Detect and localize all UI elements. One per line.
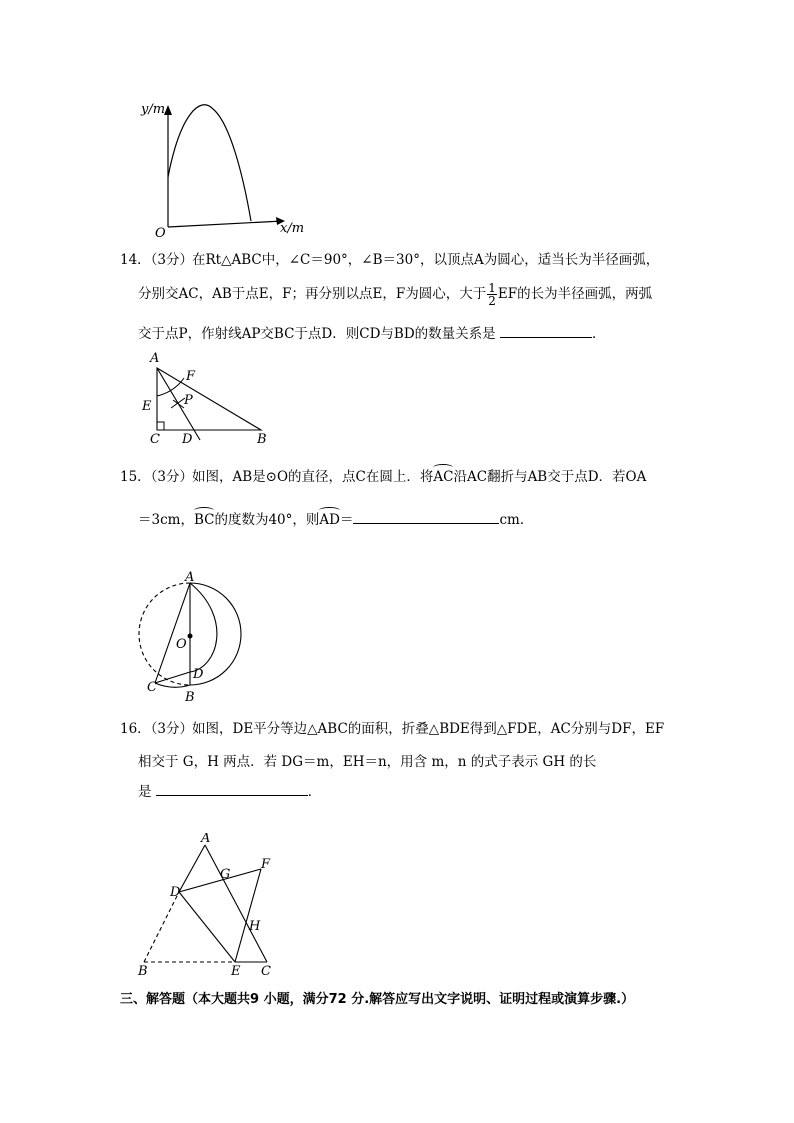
- q14-line3: [138, 322, 605, 342]
- q14-line2: [138, 282, 652, 307]
- fig16-label-d: D: [170, 885, 181, 900]
- y-axis-label: y/m: [141, 102, 166, 117]
- fig14-label-p: P: [184, 393, 193, 408]
- q15-line2-c: ＝: [339, 512, 354, 528]
- q14-line2-post: EF的长为半径画弧，两弧: [497, 286, 653, 302]
- segment-de: [179, 892, 235, 962]
- y-axis-arrow: [164, 105, 172, 115]
- q15-line2-b: 的度数为40°，则: [214, 512, 320, 528]
- q14-number: 14．（3分）: [120, 252, 194, 268]
- triangle-abc: [157, 368, 261, 430]
- arcs-at-p: [171, 398, 185, 408]
- q14-fraction: [487, 282, 497, 307]
- fig16-label-a: A: [201, 833, 211, 846]
- side-ac: [205, 845, 267, 962]
- origin-label: O: [155, 226, 166, 240]
- fig15-label-b: B: [185, 690, 195, 703]
- q14-figure: [138, 348, 278, 448]
- parabola-graph: [135, 95, 315, 240]
- q16-line2: 相交于 G，H 两点．若 DG＝m，EH＝n，用含 m，n 的式子表示 GH 的长: [138, 754, 597, 770]
- fig14-label-d: D: [182, 432, 193, 447]
- fig14-label-a: A: [150, 351, 160, 366]
- q14-frac-den: 2: [488, 294, 496, 308]
- q15-figure: [133, 568, 248, 703]
- right-angle-mark: [157, 422, 164, 430]
- q14-line3-end: ．: [591, 326, 606, 342]
- fig16-label-e: E: [231, 964, 241, 978]
- fig16-label-c: C: [261, 964, 271, 978]
- q15-line1-a: 如图，AB是⊙O的直径，点C在圆上．将: [192, 469, 434, 485]
- fig15-label-c: C: [147, 680, 157, 695]
- fig14-label-f: F: [186, 369, 196, 384]
- q16-line1: 如图，DE平分等边△ABC的面积，折叠△BDE得到△FDE，AC分别与DF，EF: [192, 721, 665, 737]
- fig15-label-o: O: [176, 637, 187, 652]
- fig16-label-g: G: [220, 867, 231, 882]
- parabola-curve: [168, 105, 251, 221]
- q16-line3-text: 是: [138, 784, 152, 800]
- q15-answer-blank[interactable]: [353, 509, 499, 524]
- dashed-circle-half: [139, 583, 190, 685]
- segment-fe: [235, 869, 261, 962]
- chord-ac: [155, 583, 190, 683]
- q15-line2: [138, 508, 533, 528]
- folded-arc: [190, 583, 217, 672]
- q16-figure: [133, 833, 283, 978]
- x-axis-label: x/m: [280, 221, 305, 236]
- center-point: [188, 634, 193, 639]
- fig15-label-d: D: [193, 667, 204, 682]
- q16-line3-end: ．: [307, 784, 322, 800]
- section3-heading: 三、解答题（本大题共9 小题，满分72 分.解答应写出文字说明、证明过程或演算步骤.）: [120, 992, 635, 1007]
- q14-line3-text: 交于点P，作射线AP交BC于点D．则CD与BD的数量关系是: [138, 326, 496, 342]
- q14-line1: 在Rt△ABC中，∠C＝90°，∠B＝30°，以顶点A为圆心，适当长为半径画弧，: [192, 252, 660, 268]
- q14-answer-blank[interactable]: [500, 323, 592, 338]
- q15-line2-end: cm．: [499, 512, 534, 528]
- q16-number: 16．（3分）: [120, 721, 194, 737]
- fig14-label-c: C: [150, 432, 160, 447]
- q15-arc-ac: AC: [433, 469, 454, 485]
- fig15-label-a: A: [185, 570, 195, 585]
- fig16-label-b: B: [138, 964, 148, 978]
- q16-answer-blank[interactable]: [156, 781, 308, 796]
- q15-number: 15．（3分）: [120, 469, 194, 485]
- fig16-label-h: H: [249, 919, 261, 934]
- q15-arc-bc: BC: [193, 512, 215, 528]
- fig14-label-e: E: [142, 399, 152, 414]
- segment-da: [179, 845, 205, 892]
- q15-line1: [192, 465, 646, 485]
- dashed-bd: [144, 892, 179, 962]
- fig16-label-f: F: [261, 857, 271, 872]
- q15-arc-ad: AD: [319, 512, 340, 528]
- x-axis: [168, 221, 283, 227]
- q14-line2-pre: 分别交AC，AB于点E，F；再分别以点E，F为圆心，大于: [138, 286, 487, 302]
- q15-line2-a: ＝3cm，: [138, 512, 194, 528]
- q15-line1-b: 沿AC翻折与AB交于点D．若OA: [453, 469, 647, 485]
- q16-line3: [138, 780, 321, 800]
- arc-ef: [157, 378, 184, 396]
- q14-frac-num: 1: [488, 281, 496, 295]
- fig14-label-b: B: [257, 432, 267, 447]
